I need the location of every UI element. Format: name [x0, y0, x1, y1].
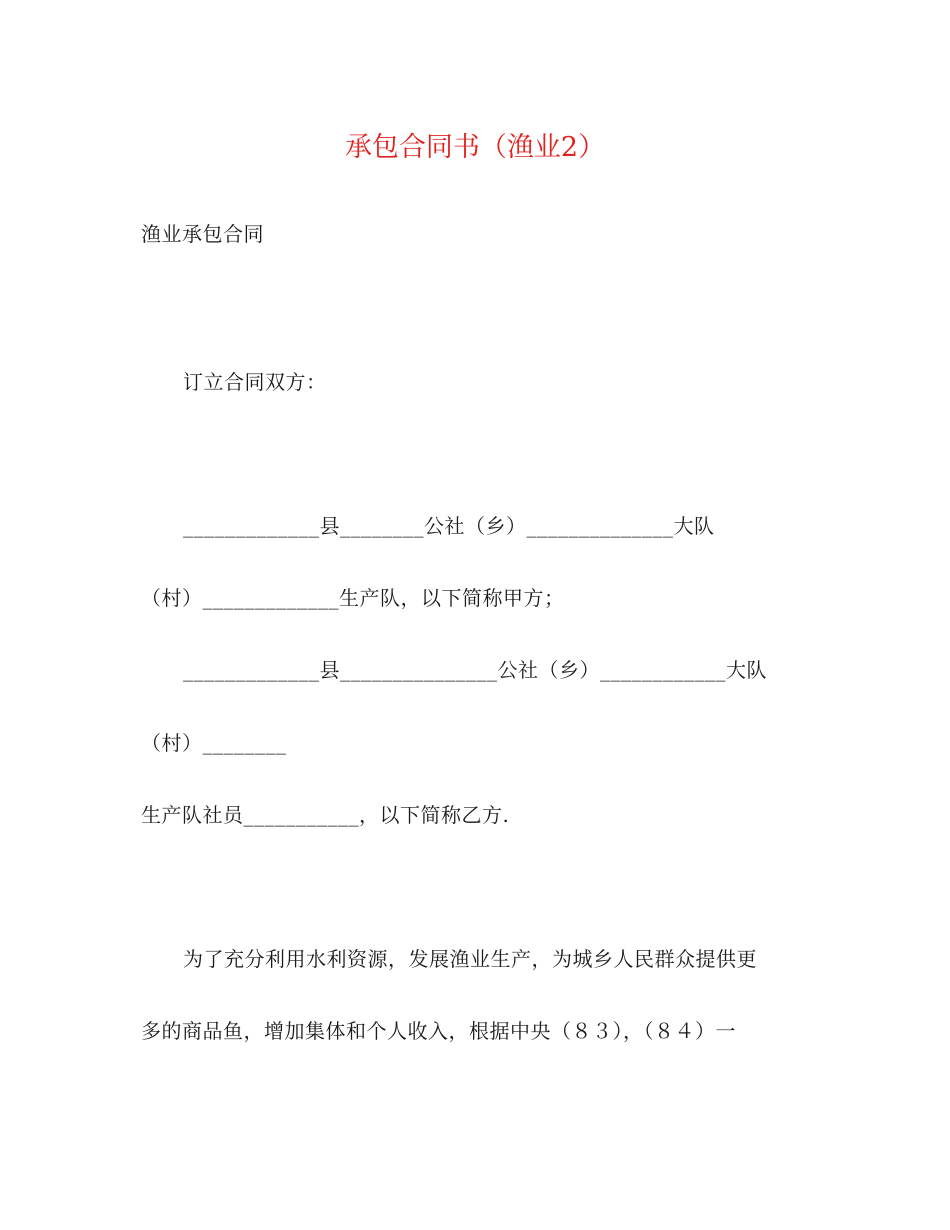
preamble-line-2: 多的商品鱼，增加集体和个人收入，根据中央（８３），（８４）一: [141, 1019, 736, 1043]
party-b-line-1: _____________县_______________公社（乡）____________大队: [183, 658, 767, 682]
party-b-line-3: 生产队社员___________，以下简称乙方.: [141, 803, 510, 827]
party-a-line-2: （村）_____________生产队，以下简称甲方；: [141, 586, 565, 610]
preamble-line-1: 为了充分利用水利资源，发展渔业生产，为城乡人民群众提供更: [183, 947, 757, 971]
parties-heading: 订立合同双方：: [183, 370, 327, 394]
document-title: 承包合同书（渔业2）: [344, 132, 606, 163]
contract-subtitle: 渔业承包合同: [141, 222, 264, 246]
party-a-line-1: _____________县________公社（乡）______________大队: [183, 514, 715, 538]
party-b-line-2: （村）________: [141, 731, 287, 755]
